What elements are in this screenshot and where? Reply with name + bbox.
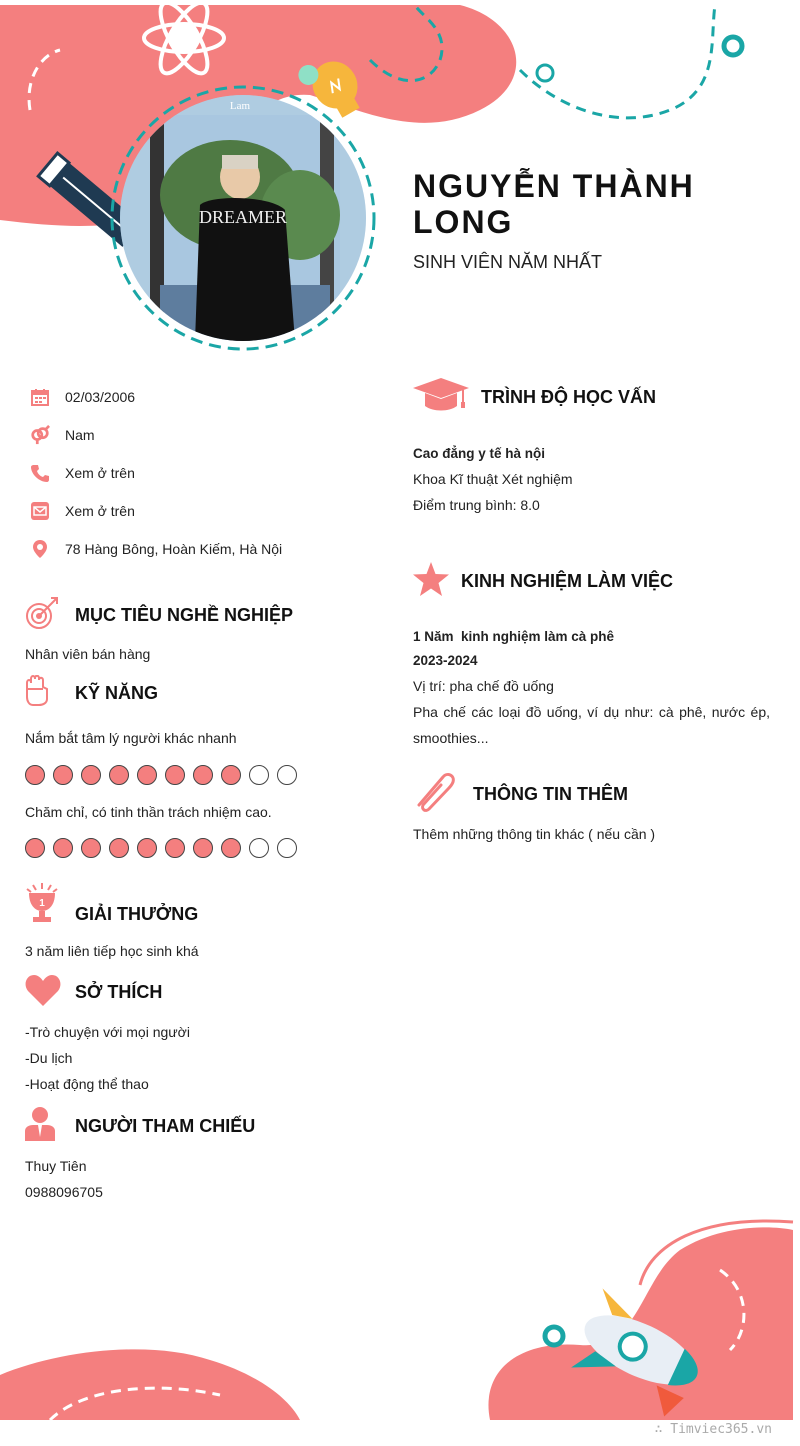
experience-heading: [413, 562, 673, 601]
reference-name: Thuy Tiên: [25, 1158, 87, 1174]
rating-dot-filled: [137, 765, 157, 785]
experience-description: Pha chế các loại đồ uống, ví dụ như: cà phê, nước ép, smoothies...: [413, 704, 770, 746]
objective-heading-label: MỤC TIÊU NGHỀ NGHIỆP: [75, 605, 294, 625]
skill-2-label: Chăm chỉ, có tinh thần trách nhiệm cao.: [25, 804, 272, 820]
experience-period: 2023-2024: [413, 653, 478, 668]
heart-icon: [25, 974, 75, 1011]
rating-dot-filled: [25, 765, 45, 785]
skills-heading-label: KỸ NĂNG: [75, 683, 159, 703]
experience-title: 1 Năm kinh nghiệm làm cà phê: [413, 629, 615, 644]
contact-phone-row: [30, 462, 135, 484]
rating-dot-filled: [221, 765, 241, 785]
education-school: Cao đẳng y tế hà nội: [413, 446, 546, 461]
phone-icon: [30, 463, 50, 483]
rating-dot-filled: [165, 765, 185, 785]
candidate-title: SINH VIÊN NĂM NHẤT: [413, 252, 603, 272]
contact-address-row: [30, 538, 282, 560]
contact-dob-row: [30, 386, 135, 408]
rating-dot-filled: [165, 838, 185, 858]
education-gpa: Điểm trung bình: 8.0: [413, 497, 540, 513]
email-icon: [30, 501, 50, 521]
rating-dot-empty: [249, 765, 269, 785]
rating-dot-filled: [109, 838, 129, 858]
star-icon: [413, 562, 461, 601]
photo-sign-text: DREAMER: [198, 207, 288, 227]
rating-dot-filled: [81, 765, 101, 785]
rating-dot-filled: [81, 838, 101, 858]
footer-watermark: ∴ Timviec365.vn: [654, 1422, 772, 1437]
target-icon: [25, 596, 75, 635]
reference-heading: [25, 1107, 255, 1146]
contact-email: Xem ở trên: [65, 503, 135, 519]
contact-phone: Xem ở trên: [65, 465, 135, 481]
experience-role: Vị trí: pha chế đồ uống: [413, 678, 554, 694]
rating-dot-empty: [249, 838, 269, 858]
hobbies-heading-label: SỞ THÍCH: [75, 982, 163, 1002]
awards-heading: [25, 883, 198, 930]
education-major: Khoa Kĩ thuật Xét nghiệm: [413, 471, 573, 487]
rating-dot-filled: [221, 838, 241, 858]
extra-heading-label: THÔNG TIN THÊM: [473, 784, 628, 804]
rating-dot-filled: [193, 765, 213, 785]
extra-heading: [413, 771, 628, 818]
hobby-item: -Hoạt động thể thao: [25, 1076, 149, 1092]
contact-gender: Nam: [65, 427, 95, 443]
contact-email-row: [30, 500, 135, 522]
reference-phone: 0988096705: [25, 1184, 103, 1200]
awards-text: 3 năm liên tiếp học sinh khá: [25, 943, 199, 959]
skills-heading: [25, 675, 158, 712]
skill-1-rating: [25, 765, 297, 785]
rating-dot-filled: [53, 838, 73, 858]
objective-heading: [25, 596, 293, 635]
paperclip-icon: [413, 771, 473, 818]
location-pin-icon: [30, 539, 50, 559]
rating-dot-filled: [109, 765, 129, 785]
person-icon: [25, 1107, 75, 1146]
skill-2-rating: [25, 838, 297, 858]
extra-text: Thêm những thông tin khác ( nếu cần ): [413, 826, 656, 842]
contact-dob: 02/03/2006: [65, 389, 136, 405]
experience-heading-label: KINH NGHIỆM LÀM VIỆC: [461, 571, 674, 591]
contact-gender-row: [30, 424, 95, 446]
rating-dot-filled: [53, 765, 73, 785]
reference-heading-label: NGƯỜI THAM CHIẾU: [75, 1116, 256, 1136]
contact-address: 78 Hàng Bông, Hoàn Kiếm, Hà Nội: [65, 541, 283, 557]
gender-icon: [30, 425, 50, 445]
rating-dot-empty: [277, 838, 297, 858]
rating-dot-filled: [25, 838, 45, 858]
trophy-icon: [25, 883, 75, 930]
hobby-item: -Du lịch: [25, 1050, 73, 1066]
awards-heading-label: GIẢI THƯỞNG: [75, 904, 199, 924]
candidate-name: NGUYỄN THÀNH LONG: [413, 168, 695, 240]
calendar-icon: [30, 387, 50, 407]
avatar: [120, 95, 366, 341]
skill-1-label: Nắm bắt tâm lý người khác nhanh: [25, 730, 237, 746]
hobby-item: -Trò chuyện với mọi người: [25, 1024, 190, 1040]
svg-text:1: 1: [39, 898, 45, 909]
objective-text: Nhân viên bán hàng: [25, 646, 151, 662]
photo-logo-text: Lam: [229, 100, 251, 112]
education-heading: [413, 378, 656, 417]
rating-dot-empty: [277, 765, 297, 785]
hobbies-heading: [25, 974, 162, 1011]
rating-dot-filled: [137, 838, 157, 858]
rating-dot-filled: [193, 838, 213, 858]
education-heading-label: TRÌNH ĐỘ HỌC VẤN: [481, 387, 656, 407]
fist-icon: [25, 675, 75, 712]
graduation-cap-icon: [413, 378, 481, 417]
